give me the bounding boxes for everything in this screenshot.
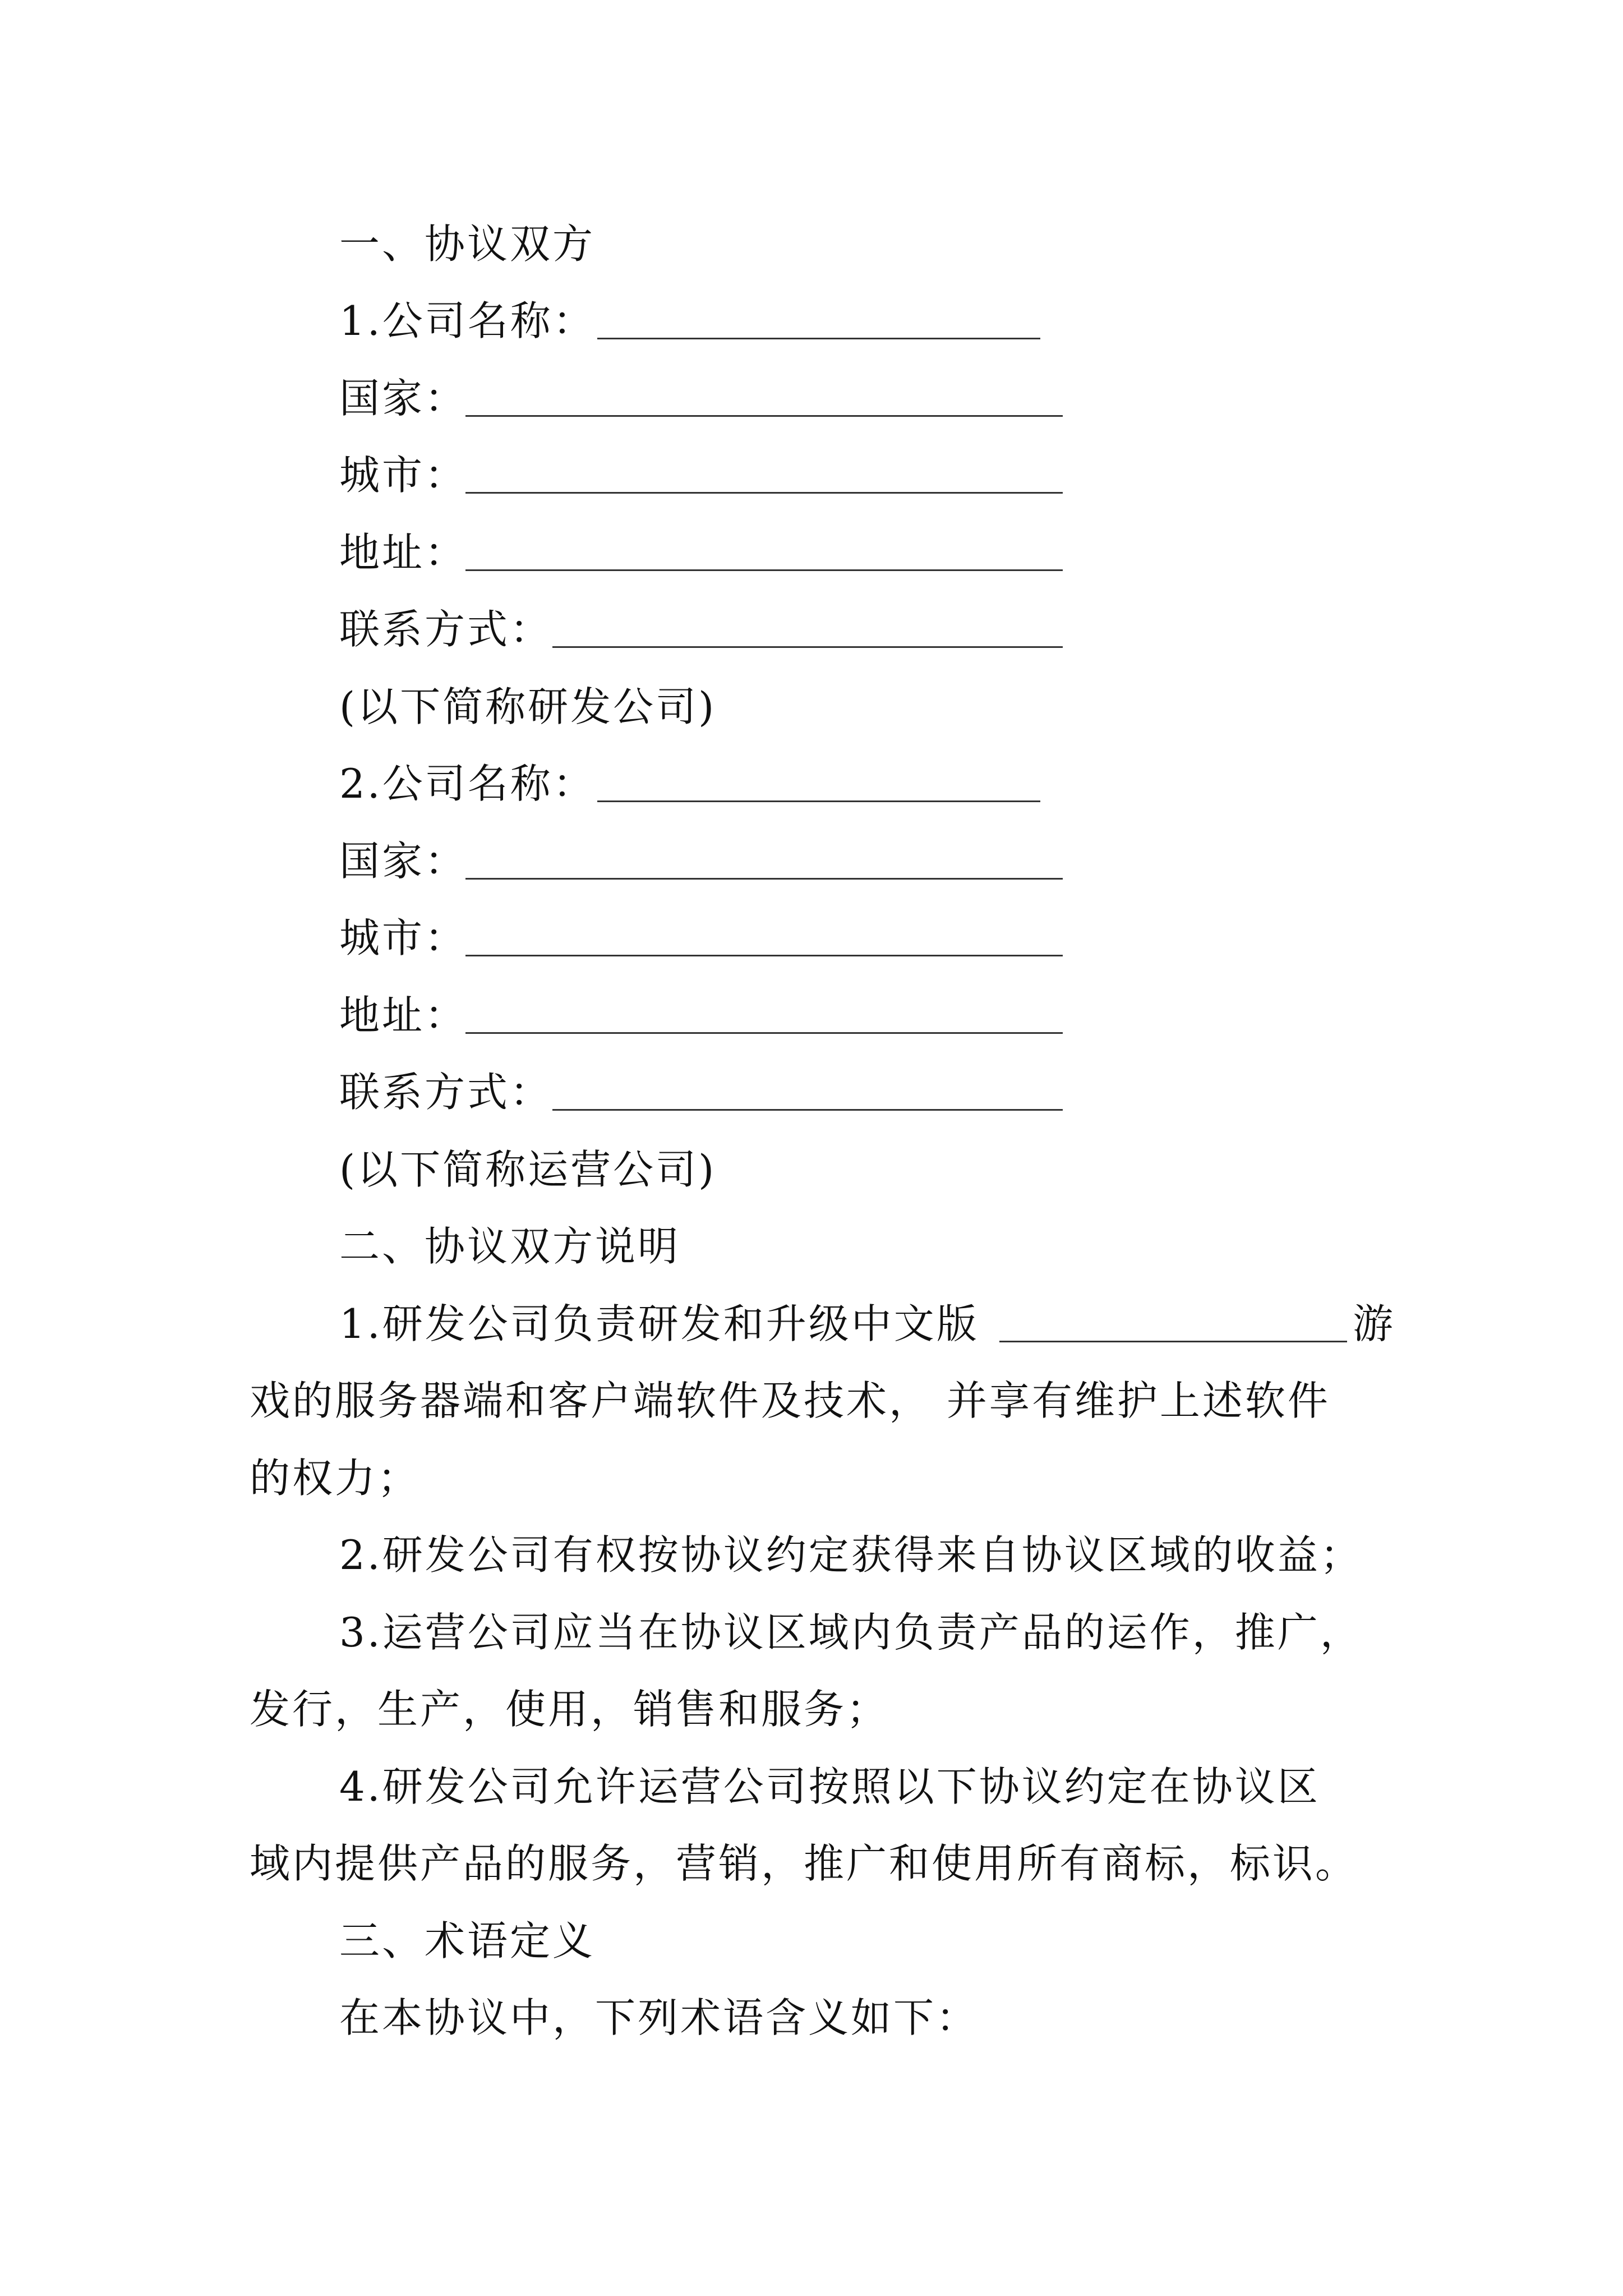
section2-item1-line2: 戏的服务器端和客户端软件及技术， 并享有维护上述软件 <box>250 1377 1330 1424</box>
game-name-blank[interactable] <box>999 1341 1347 1342</box>
section1-heading: 一、协议双方 <box>339 220 596 268</box>
party2-country-blank[interactable] <box>465 878 1063 880</box>
party2-city-label: 城市： <box>339 914 468 961</box>
party2-country-label: 国家： <box>339 838 468 885</box>
party1-contact-label: 联系方式： <box>339 606 553 653</box>
party1-address-label: 地址： <box>339 529 468 576</box>
party1-country-blank[interactable] <box>465 415 1063 417</box>
party2-address-blank[interactable] <box>465 1032 1063 1034</box>
party1-country-label: 国家： <box>339 375 468 422</box>
party1-name-label: 1.公司名称： <box>339 297 596 344</box>
party1-contact-blank[interactable] <box>552 646 1063 648</box>
section2-item1-line3: 的权力； <box>250 1455 421 1502</box>
section2-item4-line1: 4.研发公司允许运营公司按照以下协议约定在协议区 <box>339 1763 1320 1810</box>
section2-item3-line2: 发行，生产，使用，销售和服务； <box>250 1686 889 1733</box>
party2-address-label: 地址： <box>339 992 468 1039</box>
party2-contact-blank[interactable] <box>552 1109 1063 1111</box>
section3-intro: 在本协议中，下列术语含义如下： <box>339 1994 979 2041</box>
party2-contact-label: 联系方式： <box>339 1069 553 1116</box>
section2-item1-text-end: 游 <box>1353 1300 1396 1347</box>
party2-name-blank[interactable] <box>597 800 1040 802</box>
party1-city-blank[interactable] <box>465 492 1063 494</box>
party2-name-label: 2.公司名称： <box>339 760 596 807</box>
party2-city-blank[interactable] <box>465 955 1063 956</box>
section2-heading: 二、协议双方说明 <box>339 1223 681 1270</box>
party1-city-label: 城市： <box>339 452 468 499</box>
section2-item1-text-start: 1.研发公司负责研发和升级中文版 <box>339 1300 979 1347</box>
party1-address-blank[interactable] <box>465 569 1063 571</box>
section2-item2: 2.研发公司有权按协议约定获得来自协议区域的收益； <box>339 1531 1363 1579</box>
section2-item3-line1: 3.运营公司应当在协议区域内负责产品的运作，推广， <box>339 1609 1363 1656</box>
section2-item4-line2: 域内提供产品的服务，营销，推广和使用所有商标，标识。 <box>250 1840 1358 1887</box>
section3-heading: 三、术语定义 <box>339 1917 596 1964</box>
party2-note: (以下简称运营公司) <box>339 1146 717 1193</box>
party1-name-blank[interactable] <box>597 338 1040 339</box>
party1-note: (以下简称研发公司) <box>339 683 717 730</box>
